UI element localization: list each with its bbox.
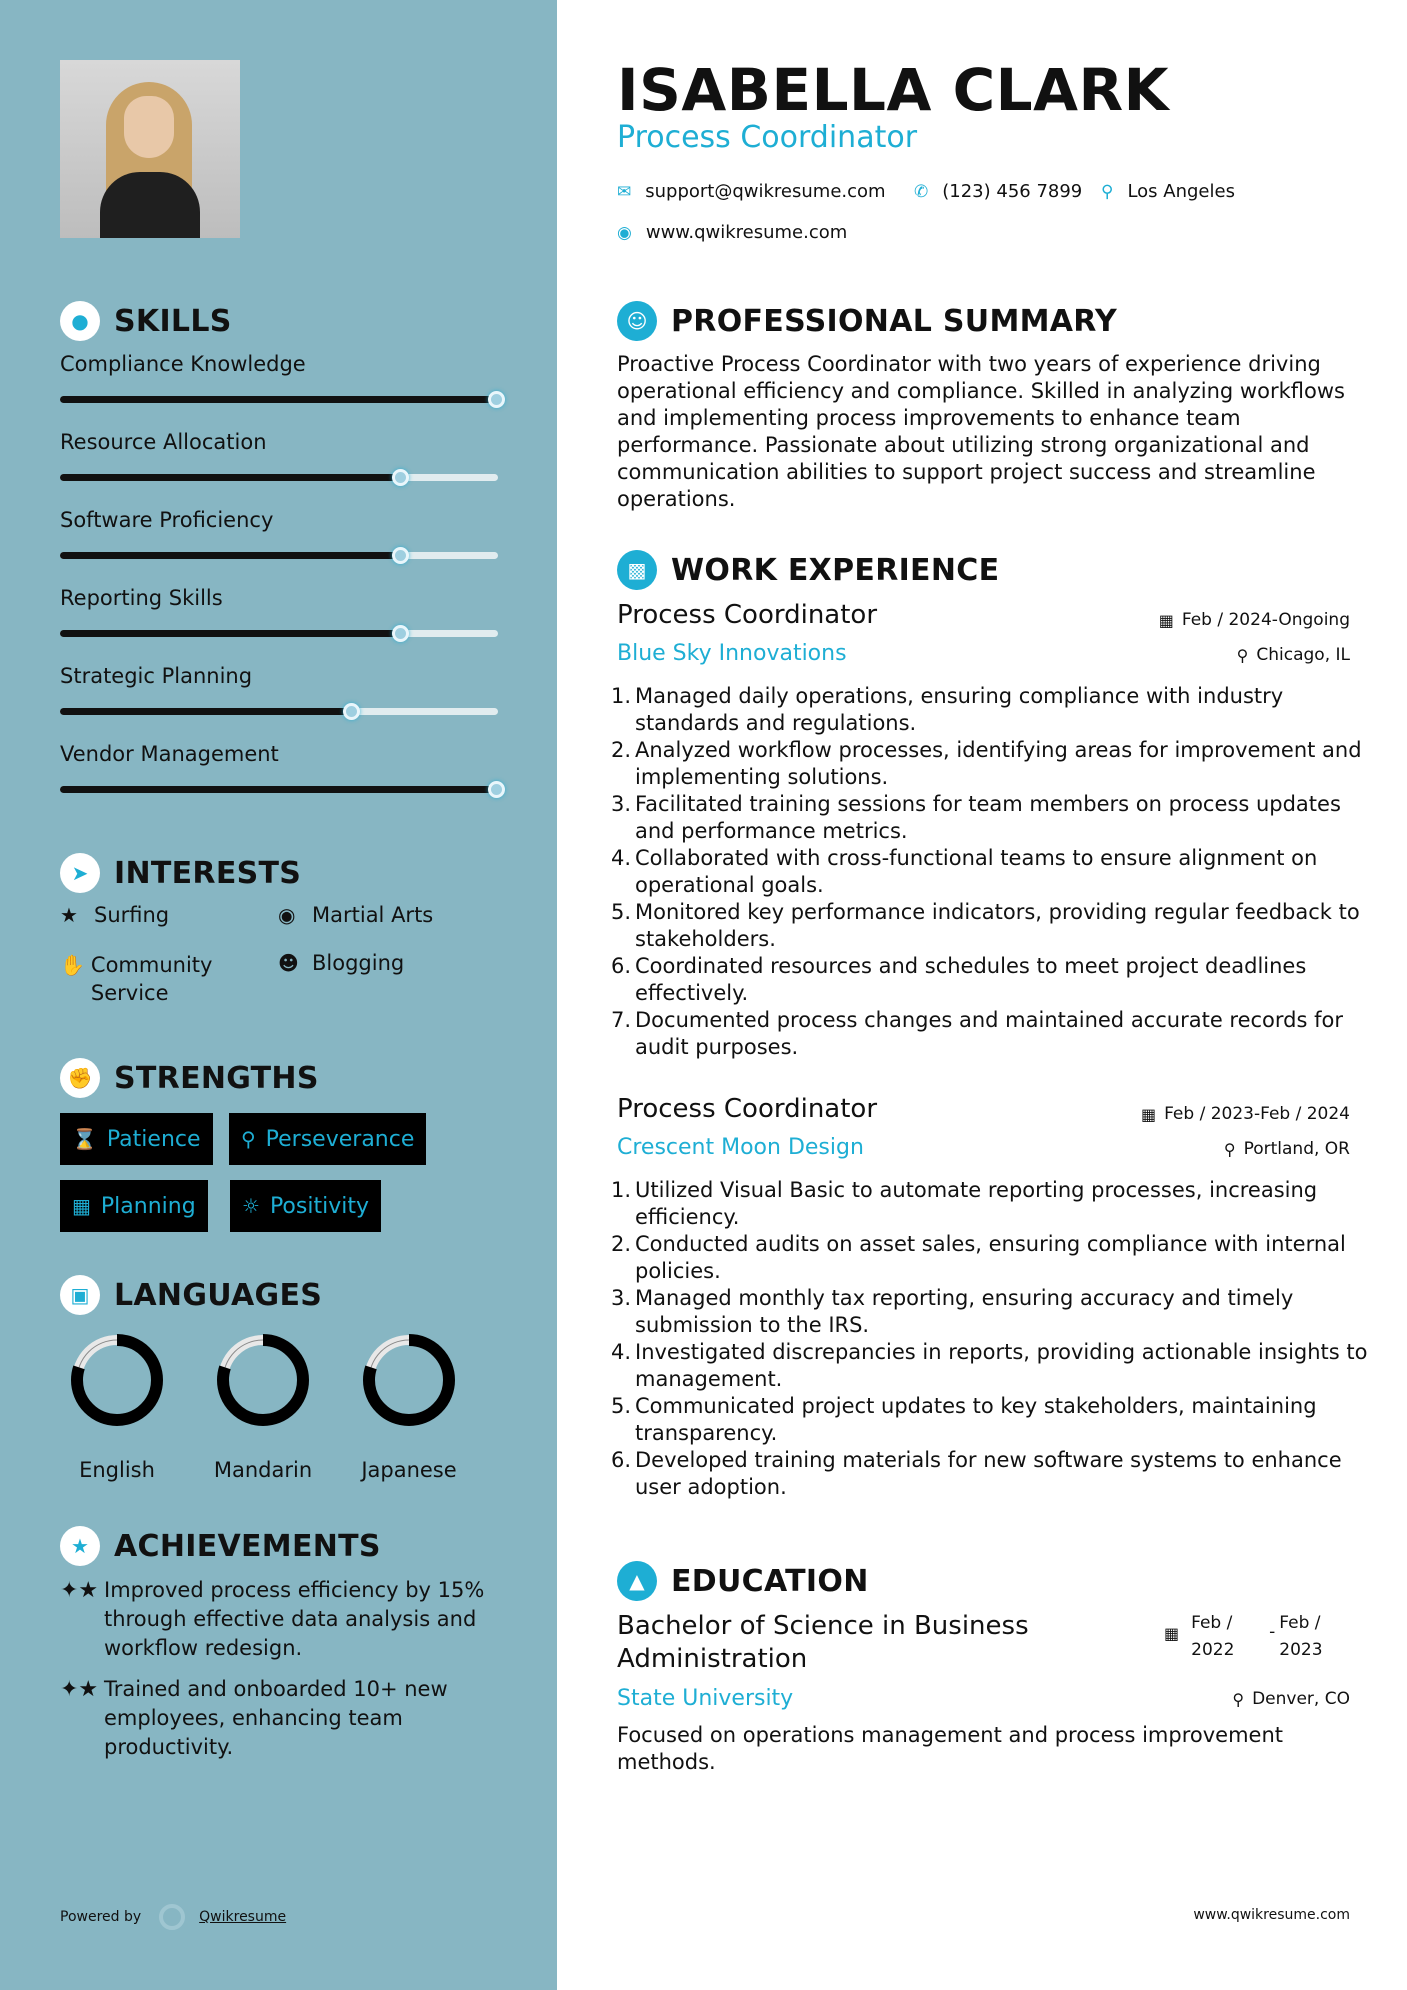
language-ring [215, 1332, 311, 1428]
stars-icon: ✦★ [60, 1578, 99, 1603]
duty-text: Utilized Visual Basic to automate reporting processes, increasing efficiency. [635, 1178, 1318, 1229]
duty-text: Analyzed workflow processes, identifying areas for improvement and implementing solutions. [635, 738, 1362, 789]
pin-icon: ⚲ [1236, 645, 1249, 665]
paper-plane-icon: ➤ [60, 853, 100, 893]
duty-text: Managed daily operations, ensuring compliance with industry standards and regulations. [635, 684, 1284, 735]
footer-url[interactable]: www.qwikresume.com [1193, 1907, 1350, 1923]
skill-bar [60, 708, 498, 715]
language-ring [69, 1332, 165, 1428]
language-item [208, 1332, 318, 1482]
skill-bar-knob [392, 469, 409, 486]
skill-item [60, 352, 500, 376]
star-icon: ★ [60, 903, 78, 927]
duty-item: 1. Utilized Visual Basic to automate reporting processes, increasing efficiency. [609, 1177, 1379, 1231]
job-title: Process Coordinator [617, 600, 878, 630]
interest-item: ★ Surfing [60, 903, 170, 927]
skill-item [60, 664, 500, 688]
strength-chip: ⚲ Perseverance [229, 1113, 426, 1165]
sidebar [0, 0, 557, 1990]
skill-item [60, 508, 500, 532]
candidate-title: Process Coordinator [617, 120, 918, 155]
lightbulb-icon: ● [60, 301, 100, 341]
job-company: Crescent Moon Design [617, 1135, 864, 1160]
phone-icon: ✆ [914, 181, 929, 202]
main-column [557, 0, 1407, 1990]
interest-item: ✋ Community Service [60, 953, 213, 1005]
duty-item: 6. Coordinated resources and schedules to meet project deadlines effectively. [609, 953, 1379, 1007]
skill-bar-fill [60, 396, 498, 403]
skill-item [60, 742, 500, 766]
language-item [62, 1332, 172, 1482]
binoculars-icon: ⚲ [241, 1127, 256, 1151]
skill-bar-knob [392, 625, 409, 642]
skill-bar [60, 786, 498, 793]
skill-bar [60, 552, 498, 559]
contact-phone: ✆ (123) 456 7899 [914, 181, 1083, 202]
skill-item [60, 586, 500, 610]
summary-heading: ☺ PROFESSIONAL SUMMARY [617, 301, 1117, 341]
globe-icon: ◉ [278, 903, 296, 927]
duty-item: 2. Conducted audits on asset sales, ensuring compliance with internal policies. [609, 1231, 1379, 1285]
globe-icon: ◉ [617, 222, 632, 243]
language-item [354, 1332, 464, 1482]
id-card-icon: ▣ [60, 1275, 100, 1315]
job-duties-list [609, 683, 1379, 1061]
duty-item: 3. Managed monthly tax reporting, ensuring accuracy and timely submission to the IRS. [609, 1285, 1379, 1339]
job-dates: ▦ Feb / 2024-Ongoing [1158, 610, 1350, 630]
language-ring [361, 1332, 457, 1428]
briefcase-icon: ▩ [617, 550, 657, 590]
school-name: State University [617, 1686, 794, 1711]
interest-item: ☻ Blogging [278, 951, 405, 975]
interest-item: ◉ Martial Arts [278, 903, 434, 927]
calendar-icon: ▦ [1164, 1624, 1180, 1643]
map-pin-icon: ⚲ [1101, 181, 1114, 202]
languages-heading: ▣ LANGUAGES [60, 1275, 322, 1315]
duty-item: 4. Collaborated with cross-functional teams to ensure alignment on operational goals. [609, 845, 1379, 899]
skill-bar-knob [488, 391, 505, 408]
calendar-icon: ▦ [72, 1194, 91, 1218]
skill-name: Software Proficiency [60, 508, 274, 532]
skills-heading: ● SKILLS [60, 301, 232, 341]
contact-email[interactable]: ✉ support@qwikresume.com [617, 181, 886, 202]
user-icon: ☺ [617, 301, 657, 341]
skill-bar-fill [60, 630, 402, 637]
pin-icon: ⚲ [1232, 1689, 1245, 1709]
qwikresume-logo-icon [159, 1904, 185, 1930]
fist-icon: ✊ [60, 1058, 100, 1098]
education-heading: ▲ EDUCATION [617, 1561, 869, 1601]
calendar-icon: ▦ [1140, 1104, 1157, 1124]
graduation-cap-icon: ▲ [617, 1561, 657, 1601]
hand-icon: ✋ [60, 953, 85, 977]
skill-bar-knob [488, 781, 505, 798]
skill-bar-knob [392, 547, 409, 564]
powered-by: Powered by Qwikresume [60, 1904, 286, 1930]
duty-item: 3. Facilitated training sessions for team members on process updates and performance metrics. [609, 791, 1379, 845]
skill-bar [60, 396, 498, 403]
trophy-star-icon: ★ [60, 1526, 100, 1566]
users-icon: ☻ [278, 951, 299, 975]
skill-name: Resource Allocation [60, 430, 267, 454]
education-location: ⚲ Denver, CO [1232, 1689, 1350, 1709]
skill-bar-fill [60, 552, 402, 559]
job-dates: ▦ Feb / 2023-Feb / 2024 [1140, 1104, 1350, 1124]
duty-item: 6. Developed training materials for new software systems to enhance user adoption. [609, 1447, 1379, 1501]
achievement-item: ✦★ Improved process efficiency by 15% through effective data analysis and workflow redesign. [60, 1576, 500, 1663]
language-name: Japanese [361, 1458, 457, 1482]
job-location: ⚲ Chicago, IL [1236, 645, 1350, 665]
duty-item: 4. Investigated discrepancies in reports, providing actionable insights to management. [609, 1339, 1379, 1393]
achievement-item: ✦★ Trained and onboarded 10+ new employees, enhancing team productivity. [60, 1675, 500, 1762]
duty-text: Monitored key performance indicators, providing regular feedback to stakeholders. [635, 900, 1360, 951]
strengths-heading: ✊ STRENGTHS [60, 1058, 319, 1098]
duty-text: Developed training materials for new software systems to enhance user adoption. [635, 1448, 1342, 1499]
skill-name: Vendor Management [60, 742, 279, 766]
profile-photo [60, 60, 240, 238]
job-location: ⚲ Portland, OR [1223, 1139, 1350, 1159]
language-name: English [79, 1458, 155, 1482]
sun-icon: ☼ [242, 1194, 260, 1218]
strength-chip: ☼ Positivity [230, 1180, 381, 1232]
duty-text: Communicated project updates to key stakeholders, maintaining transparency. [635, 1394, 1317, 1445]
stars-icon: ✦★ [60, 1677, 99, 1702]
strength-chip: ⌛ Patience [60, 1113, 213, 1165]
skill-bar-fill [60, 708, 353, 715]
duty-text: Facilitated training sessions for team members on process updates and performance metrics. [635, 792, 1341, 843]
duty-text: Coordinated resources and schedules to meet project deadlines effectively. [635, 954, 1307, 1005]
duty-item: 5. Communicated project updates to key stakeholders, maintaining transparency. [609, 1393, 1379, 1447]
skill-name: Strategic Planning [60, 664, 253, 688]
duty-text: Collaborated with cross-functional teams to ensure alignment on operational goals. [635, 846, 1318, 897]
duty-item: 2. Analyzed workflow processes, identifying areas for improvement and implementing solutions. [609, 737, 1379, 791]
contact-location: ⚲ Los Angeles [1101, 181, 1235, 202]
skill-bar [60, 630, 498, 637]
pin-icon: ⚲ [1223, 1139, 1236, 1159]
strength-chip: ▦ Planning [60, 1180, 208, 1232]
work-heading: ▩ WORK EXPERIENCE [617, 550, 999, 590]
skill-name: Reporting Skills [60, 586, 223, 610]
duty-text: Conducted audits on asset sales, ensuring compliance with internal policies. [635, 1232, 1346, 1283]
job-title: Process Coordinator [617, 1094, 878, 1124]
achievements-heading: ★ ACHIEVEMENTS [60, 1526, 381, 1566]
job-duties-list [609, 1177, 1379, 1501]
hourglass-icon: ⌛ [72, 1127, 97, 1151]
envelope-icon: ✉ [617, 181, 632, 202]
education-dates: ▦ Feb / 2022 - Feb / 2023 [1164, 1613, 1323, 1660]
language-name: Mandarin [213, 1458, 313, 1482]
skill-item [60, 430, 500, 454]
job-company: Blue Sky Innovations [617, 641, 847, 666]
calendar-icon: ▦ [1158, 610, 1174, 630]
interests-heading: ➤ INTERESTS [60, 853, 301, 893]
duty-text: Managed monthly tax reporting, ensuring accuracy and timely submission to the IRS. [635, 1286, 1294, 1337]
duty-text: Investigated discrepancies in reports, providing actionable insights to management. [635, 1340, 1368, 1391]
skill-name: Compliance Knowledge [60, 352, 306, 376]
duty-item: 1. Managed daily operations, ensuring compliance with industry standards and regulations. [609, 683, 1379, 737]
skill-bar-knob [343, 703, 360, 720]
skill-bar [60, 474, 498, 481]
duty-item: 7. Documented process changes and maintained accurate records for audit purposes. [609, 1007, 1379, 1061]
candidate-name: ISABELLA CLARK [617, 56, 1170, 124]
degree-title: Bachelor of Science in Business Administration [617, 1611, 1029, 1674]
duty-text: Documented process changes and maintained accurate records for audit purposes. [635, 1008, 1343, 1059]
skill-bar-fill [60, 474, 402, 481]
duty-item: 5. Monitored key performance indicators, providing regular feedback to stakeholders. [609, 899, 1379, 953]
contact-website[interactable]: ◉ www.qwikresume.com [617, 222, 848, 243]
summary-text: Proactive Process Coordinator with two years of experience driving operational efficiency and compliance. Skilled in analyzing workflows and implementing process improvements to enhance team performance. Passionate about utilizing strong organizational and communication abilities to support project success and streamline operations. [617, 352, 1345, 511]
education-description: Focused on operations management and process improvement methods. [617, 1723, 1283, 1774]
skill-bar-fill [60, 786, 498, 793]
brand-link[interactable]: Qwikresume [199, 1909, 287, 1925]
